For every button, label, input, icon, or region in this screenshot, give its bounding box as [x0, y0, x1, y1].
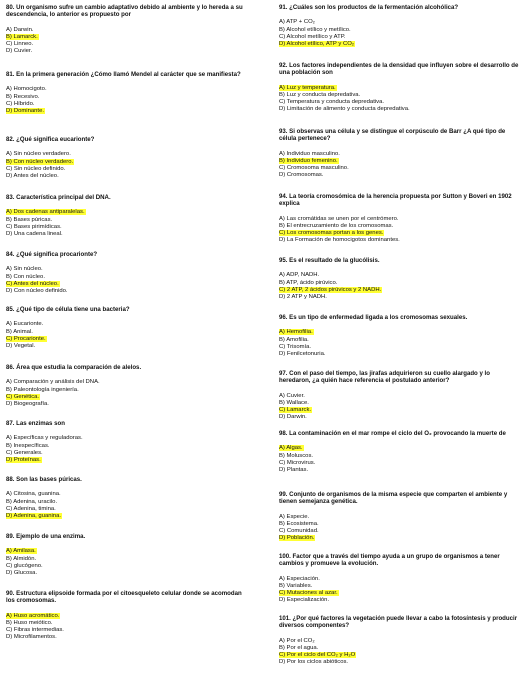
question-101 [279, 615, 519, 667]
option-b: B) ATP, ácido pirúvico. [279, 279, 338, 286]
option-b: B) Variables. [279, 583, 313, 590]
option-d: D) Fenilcetonuria. [279, 351, 326, 358]
option-d: D) Biogeografía. [6, 401, 49, 408]
question-title: 84. ¿Qué significa procarionte? [6, 251, 98, 258]
option-c: C) 2 ATP, 2 ácidos pirúvicos y 2 NADH. [279, 286, 382, 293]
option-a: A) Eucarionte. [6, 321, 44, 328]
question-title: 89. Ejemplo de una enzima. [6, 533, 86, 540]
option-b: B) El entrecruzamiento de los cromosomas. [279, 223, 394, 230]
question-title: 95. Es el resultado de la glucólisis. [279, 257, 380, 264]
option-c: C) Comunidad. [279, 528, 319, 535]
option-b: B) Moluscos. [279, 452, 314, 459]
option-c: C) Microvirus. [279, 459, 316, 466]
question-title: 91. ¿Cuáles son los productos de la fermentación alcohólica? [279, 4, 459, 11]
question-82 [6, 136, 94, 180]
option-c: C) Por el ciclo del CO₂ y H₂O [279, 652, 356, 659]
option-b: B) Animal. [6, 328, 33, 335]
option-d: D) Proteínas. [6, 457, 41, 464]
option-d: D) Antes del núcleo. [6, 173, 59, 180]
question-84 [6, 251, 97, 295]
option-a: A) Luz y temperatura. [279, 84, 336, 91]
option-b: B) Bases púricas. [6, 216, 53, 223]
option-b: B) Huso meiótico. [6, 620, 53, 627]
option-a: A) Específicas y reguladoras. [6, 435, 83, 442]
option-a: A) Especiación. [279, 575, 320, 582]
question-title: 92. Los factores independientes de la densidad que influyen sobre el desarrollo de una población son [279, 62, 519, 77]
option-d: D) Microfilamentos. [6, 634, 57, 641]
option-a: A) Amilasa. [6, 548, 36, 555]
option-d: D) Una cadena lineal. [6, 231, 63, 238]
option-c: C) Los cromosomas portan a los genes. [279, 230, 384, 237]
option-a: A) ATP + CO₂ [279, 19, 315, 26]
option-b: B) Amofilia. [279, 336, 309, 343]
question-title: 93. Si observas una célula y se distingue el corpúsculo de Barr ¿A qué tipo de célula pertenece? [279, 128, 506, 143]
option-c: C) Alcohol metílico y ATP. [279, 33, 346, 40]
option-b: B) Paleontología ingeniería. [6, 386, 79, 393]
option-b: B) Por el agua. [279, 645, 319, 652]
option-c: C) Trisomía. [279, 343, 312, 350]
question-title: 85. ¿Qué tipo de célula tiene una bacteria? [6, 306, 130, 313]
question-87 [6, 420, 83, 464]
question-81 [6, 71, 241, 115]
option-a: A) Por el CO₂ [279, 637, 315, 644]
question-80 [6, 4, 250, 56]
option-d: D) Dominante. [6, 108, 44, 115]
option-a: A) ADP, NADH. [279, 272, 320, 279]
option-a: A) Darwin. [6, 26, 34, 33]
option-c: C) Sin núcleo definido. [6, 165, 66, 172]
option-a: A) Individuo masculino. [279, 150, 340, 157]
option-c: C) Antes del núcleo. [6, 280, 59, 287]
question-title: 97. Con el paso del tiempo, las jirafas adquirieron su cuello alargado y lo heredaron, ¿a quién hace referencia el postulado anterior? [279, 370, 490, 385]
option-d: D) Glucosa. [6, 570, 38, 577]
question-92 [279, 62, 519, 114]
option-d: D) Alcohol etílico, ATP y CO₂ [279, 41, 355, 48]
option-b: B) Inespecíficas. [6, 442, 50, 449]
question-title: 100. Factor que a través del tiempo ayuda a un grupo de organismos a tener cambios y promueve la evolución. [279, 553, 500, 568]
question-99 [279, 491, 519, 543]
option-c: C) Adenina, timina. [6, 505, 56, 512]
question-title: 96. Es un tipo de enfermedad ligada a los cromosomas sexuales. [279, 314, 468, 321]
option-d: D) Población. [279, 535, 315, 542]
option-a: A) Cuvier. [279, 392, 305, 399]
option-b: B) Con núcleo. [6, 273, 45, 280]
option-b: B) Adenina, uracilo. [6, 498, 58, 505]
question-95 [279, 257, 382, 301]
question-94 [279, 193, 519, 245]
option-d: D) Cromosomas. [279, 172, 324, 179]
option-d: D) Cuvier. [6, 48, 33, 55]
option-c: C) Linneo. [6, 41, 34, 48]
question-title: 88. Son las bases púricas. [6, 476, 82, 483]
option-c: C) Mutaciones al azar. [279, 590, 338, 597]
option-b: B) Alcohol etílico y metílico. [279, 26, 351, 33]
option-b: B) Wallace. [279, 400, 309, 407]
option-d: D) La Formación de homocigotos dominantes. [279, 237, 400, 244]
question-title: 80. Un organismo sufre un cambio adaptativo debido al ambiente y lo hereda a su descendencia, lo anterior es propuesto por [6, 4, 243, 19]
option-b: B) Almidón. [6, 555, 37, 562]
option-c: C) Procarionte. [6, 335, 46, 342]
option-c: C) glucógeno. [6, 562, 43, 569]
question-98 [279, 430, 506, 474]
option-b: B) Individuo femenino. [279, 158, 338, 165]
option-c: C) Híbrido. [6, 100, 35, 107]
option-a: A) Algas. [279, 445, 303, 452]
option-c: C) Genética. [6, 393, 40, 400]
option-d: D) 2 ATP y NADH. [279, 294, 327, 301]
option-b: B) Con núcleo verdadero. [6, 158, 74, 165]
question-86 [6, 364, 141, 408]
option-a: A) Citosina, guanina. [6, 491, 61, 498]
question-88 [6, 476, 82, 520]
question-title: 90. Estructura elipsoide formada por el citoesqueleto celular donde se acomodan los cromosomas. [6, 590, 242, 605]
option-b: B) Lamarck. [6, 34, 38, 41]
option-d: D) Limitación de alimento y conducta depredativa. [279, 106, 410, 113]
option-d: D) Especialización. [279, 597, 330, 604]
option-d: D) Vegetal. [6, 343, 36, 350]
question-title: 87. Las enzimas son [6, 420, 65, 427]
question-title: 82. ¿Qué significa eucarionte? [6, 136, 95, 143]
option-c: C) Fibras intermedias. [6, 627, 64, 634]
option-b: B) Recesivo. [6, 93, 40, 100]
option-d: D) Darwin. [279, 414, 307, 421]
question-100 [279, 553, 519, 605]
option-a: A) Comparación y análisis del DNA. [6, 379, 100, 386]
question-89 [6, 533, 85, 577]
option-d: D) Plantas. [279, 467, 309, 474]
option-a: A) Las cromátidas se unen por el centrómero. [279, 215, 399, 222]
question-97 [279, 370, 519, 422]
question-title: 99. Conjunto de organismos de la misma especie que comparten el ambiente y tienen semejanza genética. [279, 491, 508, 506]
question-title: 81. En la primera generación ¿Cómo llamó Mendel al carácter que se manifiesta? [6, 71, 241, 78]
question-title: 94. La teoría cromosómica de la herencia propuesta por Sutton y Boveri en 1902 explica [279, 193, 512, 208]
option-d: D) Adenina, guanina. [6, 513, 62, 520]
question-title: 86. Área que estudia la comparación de alelos. [6, 364, 142, 371]
option-a: A) Sin núcleo. [6, 266, 43, 273]
question-91 [279, 4, 458, 48]
question-93 [279, 128, 519, 180]
option-c: C) Lamarck. [279, 407, 312, 414]
option-a: A) Especie. [279, 513, 310, 520]
option-b: B) Luz y conducta depredativa. [279, 92, 361, 99]
option-c: C) Generales. [6, 449, 43, 456]
option-b: B) Ecosistema. [279, 521, 319, 528]
question-96 [279, 314, 467, 358]
question-title: 98. La contaminación en el mar rompe el ciclo del O₂ provocando la muerte de [279, 430, 506, 437]
option-a: A) Dos cadenas antiparalelas. [6, 209, 85, 216]
question-85 [6, 306, 130, 350]
option-a: A) Hemofilia. [279, 329, 313, 336]
option-c: C) Cromosoma masculino. [279, 165, 349, 172]
question-title: 101. ¿Por qué factores la vegetación puede llevar a cabo la fotosíntesis y producir diversos componentes? [279, 615, 518, 630]
option-a: A) Sin núcleo verdadero. [6, 151, 71, 158]
question-title: 83. Característica principal del DNA. [6, 194, 111, 201]
option-c: C) Bases pirimídicas. [6, 223, 62, 230]
option-a: A) Homocigoto. [6, 86, 47, 93]
option-d: D) Por los ciclos abióticos. [279, 659, 349, 666]
question-83 [6, 194, 111, 238]
option-c: C) Temperatura y conducta depredativa. [279, 99, 384, 106]
option-d: D) Con núcleo definido. [6, 288, 68, 295]
question-90 [6, 590, 250, 642]
option-a: A) Huso acromático. [6, 612, 60, 619]
